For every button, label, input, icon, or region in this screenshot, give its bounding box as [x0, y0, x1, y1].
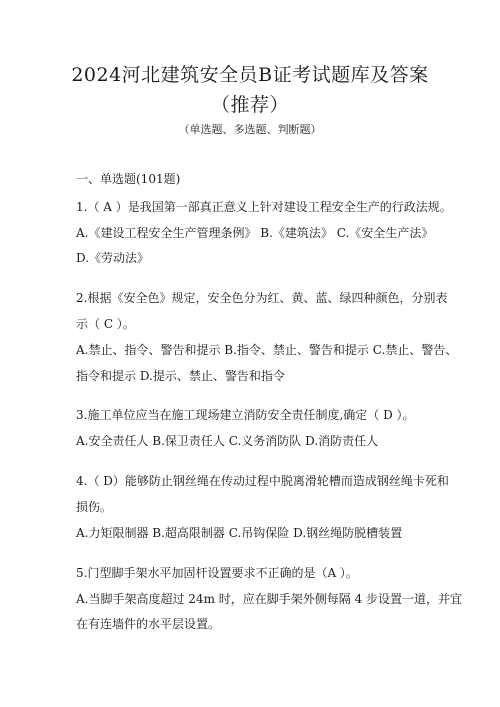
question-2-options-cont: 指令和提示 D.提示、禁止、警告和指令 [76, 369, 285, 383]
question-5-option-a: A.当脚手架高度超过 24m 时，应在脚手架外侧每隔 4 步设置一道，并宜 [76, 592, 463, 606]
question-4-text-cont: 损伤。 [76, 500, 113, 514]
question-5-text: 5.门型脚手架水平加固杆设置要求不正确的是（A ）。 [76, 566, 358, 580]
question-3-text: 3.施工单位应当在施工现场建立消防安全责任制度,确定（ D ）。 [76, 408, 415, 422]
question-3-options: A.安全责任人 B.保卫责任人 C.义务消防队 D.消防责任人 [76, 434, 379, 448]
document-title: 2024河北建筑安全员B证考试题库及答案 [71, 64, 429, 86]
question-4-text: 4.（ D）能够防止钢丝绳在传动过程中脱离滑轮槽而造成钢丝绳卡死和 [76, 474, 449, 488]
question-types-subtitle: （单选题、多选题、判断题） [178, 123, 322, 136]
question-2-options: A.禁止、指令、警告和提示 B.指令、禁止、警告和提示 C.禁止、警告、 [76, 343, 458, 357]
question-1-options-cont: D.《劳动法》 [76, 251, 150, 265]
question-1-text: 1.（ A ）是我国第一部真正意义上针对建设工程安全生产的行政法规。 [76, 200, 452, 214]
section-heading-single-choice: 一、单选题(101题) [76, 172, 181, 186]
question-4-options: A.力矩限制器 B.超高限制器 C.吊钩保险 D.钢丝绳防脱槽装置 [76, 526, 403, 540]
question-2-text: 2.根据《安全色》规定，安全色分为红、黄、蓝、绿四种颜色，分别表 [76, 291, 448, 305]
document-title-recommend: （推荐） [210, 94, 289, 116]
question-1-options: A.《建设工程安全生产管理条例》 B.《建筑法》 C.《安全生产法》 [76, 226, 434, 240]
question-5-option-a-cont: 在有连墙件的水平层设置。 [76, 617, 221, 631]
question-2-text-cont: 示（ C ）。 [76, 317, 135, 331]
